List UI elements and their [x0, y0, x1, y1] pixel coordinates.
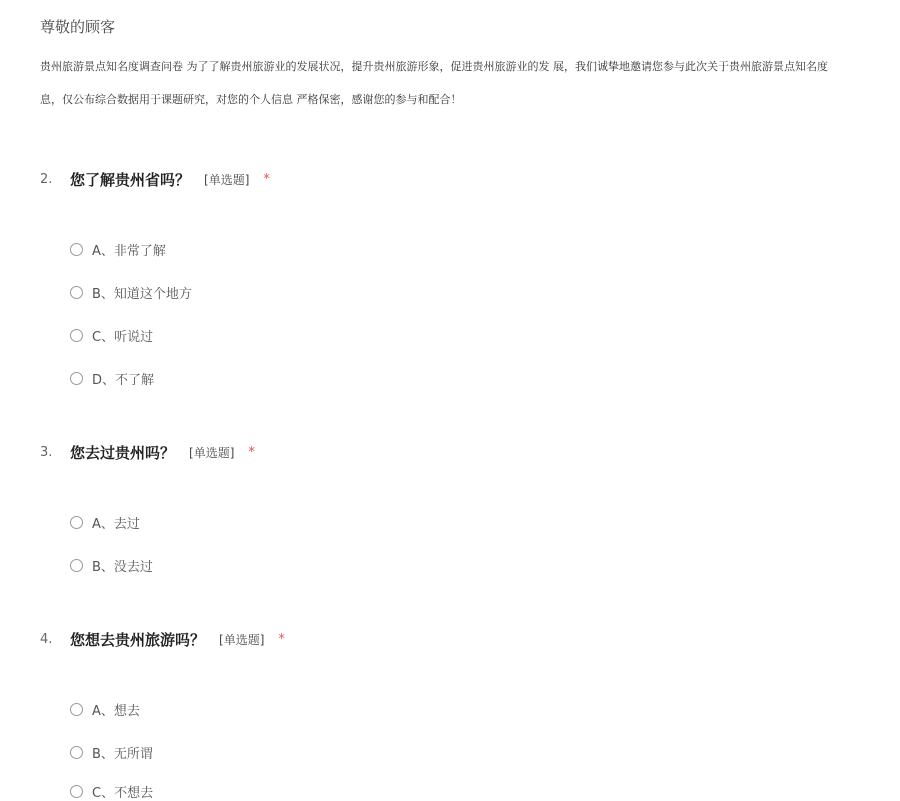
- survey-greeting: 尊敬的顾客: [40, 18, 116, 36]
- option-label: A、去过: [92, 516, 140, 532]
- q2-option-a[interactable]: [70, 240, 166, 258]
- q4-option-a[interactable]: [70, 700, 140, 718]
- question-type-label: [单选题]: [204, 172, 250, 187]
- option-label: B、知道这个地方: [92, 286, 192, 302]
- q2-option-b[interactable]: [70, 283, 192, 301]
- radio-icon[interactable]: [70, 703, 83, 716]
- q4-option-b[interactable]: [70, 743, 153, 761]
- option-label: C、听说过: [92, 329, 154, 345]
- q2-option-c[interactable]: [70, 326, 153, 344]
- radio-icon[interactable]: [70, 286, 83, 299]
- required-asterisk: *: [248, 444, 255, 460]
- question-number: 4.: [40, 631, 53, 647]
- q2-option-d[interactable]: [70, 369, 154, 387]
- option-label: B、无所谓: [92, 746, 153, 762]
- question-type-label: [单选题]: [219, 632, 265, 647]
- q3-option-a[interactable]: [70, 513, 140, 531]
- option-label: A、非常了解: [92, 243, 166, 259]
- q4-option-c[interactable]: [70, 782, 153, 800]
- required-asterisk: *: [263, 171, 270, 187]
- radio-icon[interactable]: [70, 372, 83, 385]
- question-text: 您了解贵州省吗？: [70, 170, 191, 189]
- survey-intro-line-1: 贵州旅游景点知名度调查问卷 为了了解贵州旅游业的发展状况，提升贵州旅游形象，促进贵州旅游业的发 展，我们诚挚地邀请您参与此次关于贵州旅游景点知名度: [40, 60, 828, 73]
- radio-icon[interactable]: [70, 243, 83, 256]
- question-type-label: [单选题]: [189, 445, 235, 460]
- required-asterisk: *: [278, 631, 285, 647]
- option-label: D、不了解: [92, 372, 155, 388]
- question-text: 您想去贵州旅游吗？: [70, 630, 206, 649]
- question-2-title: [40, 169, 270, 189]
- radio-icon[interactable]: [70, 329, 83, 342]
- option-label: B、没去过: [92, 559, 153, 575]
- option-label: C、不想去: [92, 785, 154, 801]
- radio-icon[interactable]: [70, 785, 83, 798]
- question-3-title: [40, 442, 255, 462]
- question-4-title: [40, 629, 285, 649]
- radio-icon[interactable]: [70, 746, 83, 759]
- question-text: 您去过贵州吗？: [70, 443, 176, 462]
- survey-intro-line-2: 息，仅公布综合数据用于课题研究，对您的个人信息 严格保密，感谢您的参与和配合！: [40, 93, 462, 106]
- radio-icon[interactable]: [70, 559, 83, 572]
- question-number: 2.: [40, 171, 53, 187]
- q3-option-b[interactable]: [70, 556, 153, 574]
- radio-icon[interactable]: [70, 516, 83, 529]
- option-label: A、想去: [92, 703, 140, 719]
- question-number: 3.: [40, 444, 53, 460]
